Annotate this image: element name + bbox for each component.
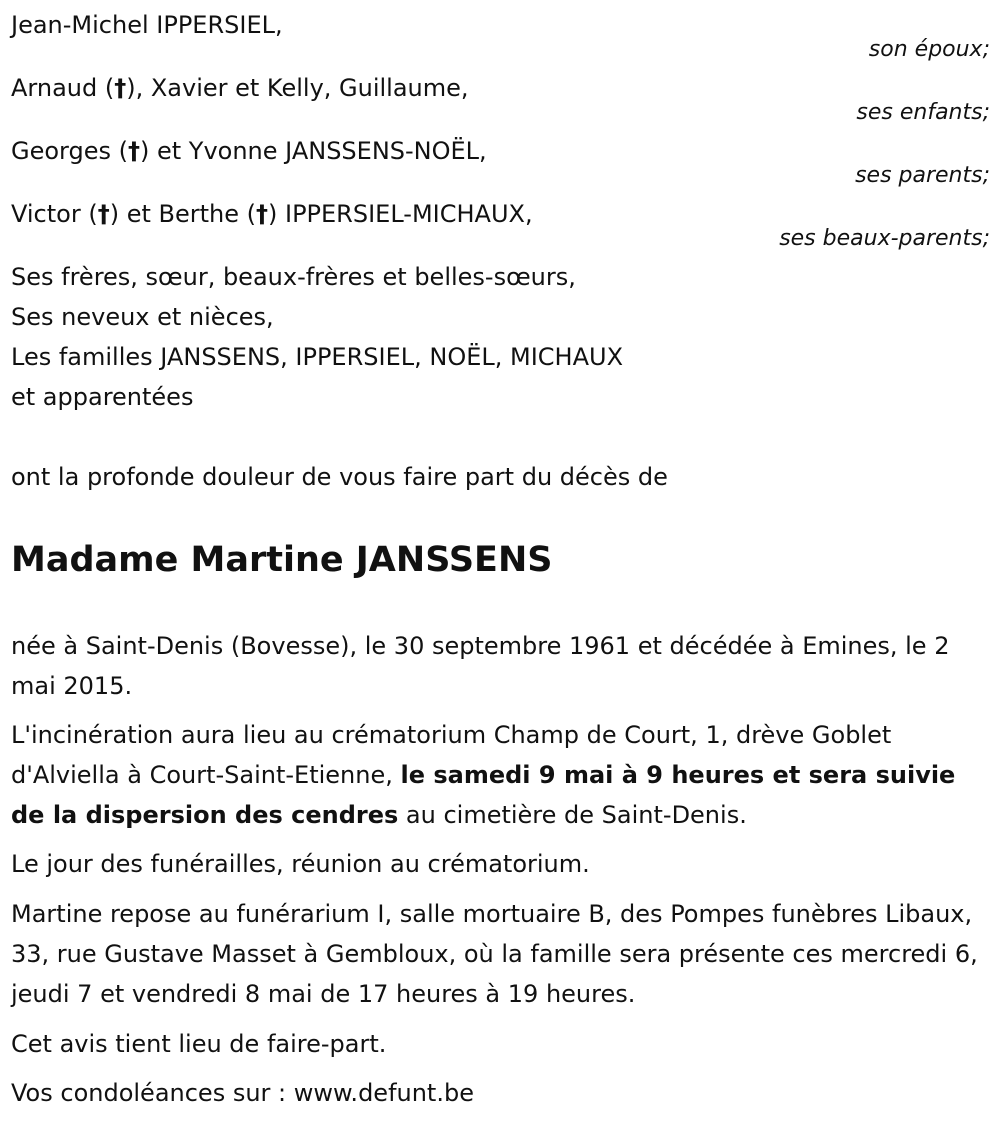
cross-icon: † [128, 137, 140, 165]
parents-names [11, 136, 487, 166]
in-laws-name-part3: ) IPPERSIEL-MICHAUX, [268, 200, 533, 228]
cross-icon: † [256, 200, 268, 228]
condolences-paragraph: Vos condoléances sur : www.defunt.be [11, 1079, 474, 1107]
parents-name-part1: Georges ( [11, 137, 128, 165]
parents-name-part2: ) et Yvonne JANSSENS-NOËL, [140, 137, 487, 165]
cremation-text-1: L'incinération aura lieu au crématorium Champ de Court, 1, drève Goblet d'Alviella à Court-Saint-Etienne, [11, 721, 892, 789]
birth-death-paragraph: née à Saint-Denis (Bovesse), le 30 septembre 1961 et décédée à Emines, le 2 mai 2015. [11, 632, 950, 700]
relatives-line: et apparentées [11, 383, 194, 411]
relatives-line: Ses frères, sœur, beaux-frères et belles-sœurs, [11, 263, 576, 291]
in-laws-name-part1: Victor ( [11, 200, 98, 228]
cremation-bold-text: le samedi 9 mai à 9 heures et sera suivie de la dispersion des cendres [11, 761, 956, 829]
cross-icon: † [114, 74, 127, 102]
children-name-part1: Arnaud ( [11, 74, 115, 102]
children-role: ses enfants; [856, 100, 990, 125]
cross-icon: † [97, 200, 110, 228]
spouse-role: son époux; [868, 37, 990, 62]
cremation-paragraph [11, 715, 986, 835]
parents-role: ses parents; [855, 163, 990, 188]
relatives-line: Les familles JANSSENS, IPPERSIEL, NOËL, MICHAUX [11, 343, 624, 371]
in-laws-name-part2: ) et Berthe ( [109, 200, 256, 228]
announcement-text: ont la profonde douleur de vous faire part du décès de [11, 463, 668, 491]
notice-paragraph: Cet avis tient lieu de faire-part. [11, 1030, 387, 1058]
spouse-name: Jean-Michel IPPERSIEL, [11, 11, 283, 39]
in-laws-role: ses beaux-parents; [779, 226, 990, 251]
deceased-name: Madame Martine JANSSENS [11, 540, 553, 580]
rest-paragraph: Martine repose au funérarium I, salle mortuaire B, des Pompes funèbres Libaux, 33, rue Gustave Masset à Gembloux, où la famille sera présente ces mercredi 6, jeudi 7 et vendredi 8 mai de 17 heures à 19 heures. [11, 900, 978, 1008]
children-name-part2: ), Xavier et Kelly, Guillaume, [126, 74, 469, 102]
cremation-text-2: au cimetière de Saint-Denis. [398, 801, 747, 829]
in-laws-names [11, 199, 533, 229]
reunion-paragraph: Le jour des funérailles, réunion au crématorium. [11, 850, 590, 878]
children-names [11, 73, 469, 103]
relatives-line: Ses neveux et nièces, [11, 303, 274, 331]
